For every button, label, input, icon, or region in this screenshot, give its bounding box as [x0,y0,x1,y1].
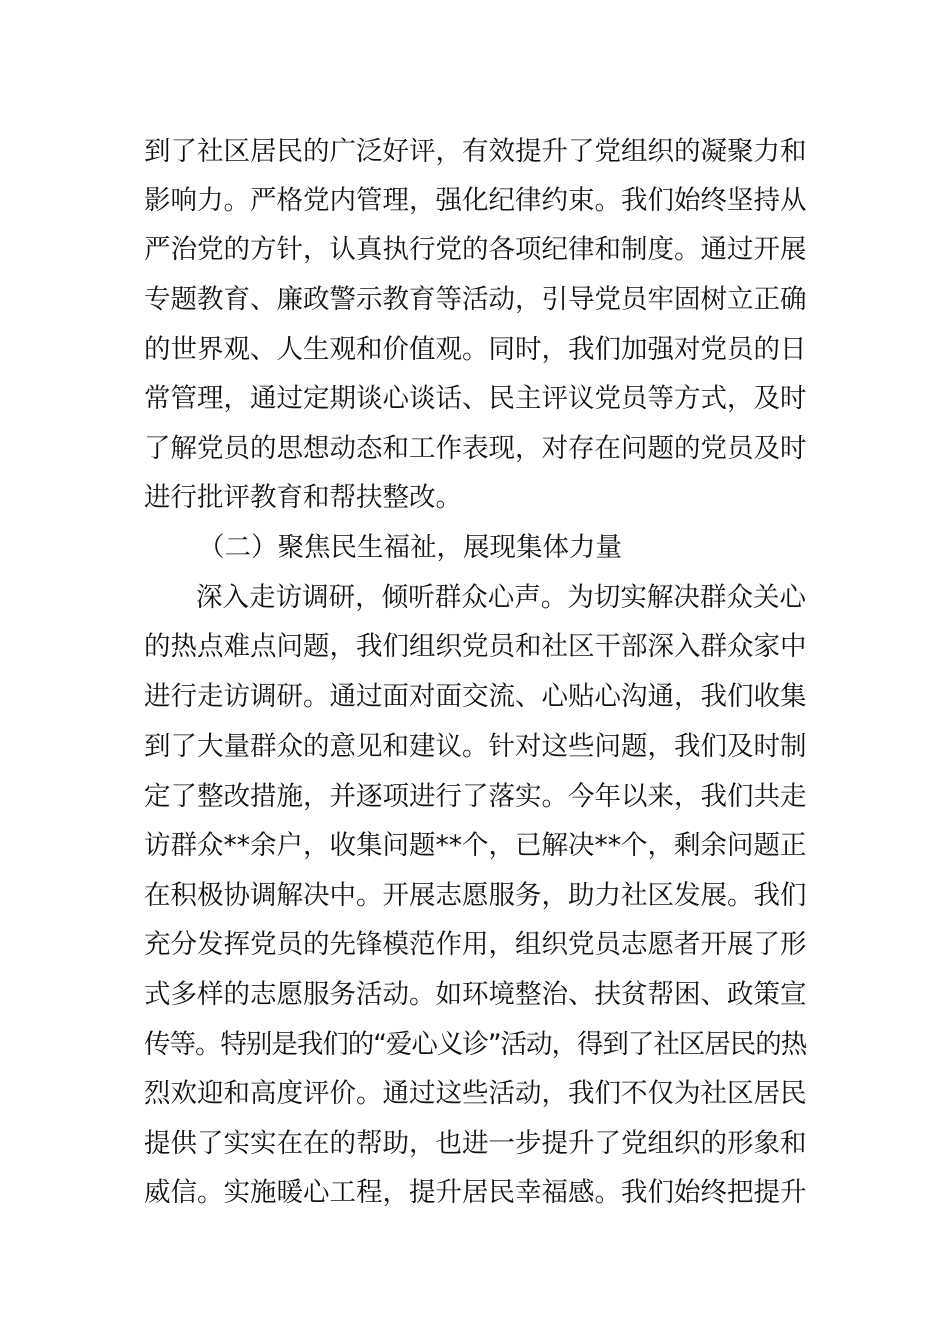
text-line: 进行批评教育和帮扶整改。 [144,482,462,513]
text-line: 烈欢迎和高度评价。通过这些活动，我们不仅为社区居民 [144,1078,807,1109]
text-line: 式多样的志愿服务活动。如环境整治、扶贫帮困、政策宣 [144,979,807,1010]
text-line: 到了社区居民的广泛好评，有效提升了党组织的凝聚力和 [144,136,807,167]
text-line: 了解党员的思想动态和工作表现，对存在问题的党员及时 [144,433,807,464]
text-line: 定了整改措施，并逐项进行了落实。今年以来，我们共走 [144,781,807,812]
text-line: 的世界观、人生观和价值观。同时，我们加强对党员的日 [144,334,807,365]
text-line: 进行走访调研。通过面对面交流、心贴心沟通，我们收集 [144,681,807,712]
text-line: 充分发挥党员的先锋模范作用，组织党员志愿者开展了形 [144,929,807,960]
text-line: 的热点难点问题，我们组织党员和社区干部深入群众家中 [144,631,807,662]
text-line: 访群众**余户，收集问题**个，已解决**个，剩余问题正 [144,830,807,861]
text-line: 严治党的方针，认真执行党的各项纪律和制度。通过开展 [144,234,807,265]
text-line: 影响力。严格党内管理，强化纪律约束。我们始终坚持从 [144,185,807,216]
text-line: 在积极协调解决中。开展志愿服务，助力社区发展。我们 [144,880,807,911]
text-line: 常管理，通过定期谈心谈话、民主评议党员等方式，及时 [144,383,807,414]
text-line: 威信。实施暖心工程，提升居民幸福感。我们始终把提升 [144,1177,807,1208]
text-line: 深入走访调研，倾听群众心声。为切实解决群众关心 [196,582,806,613]
text-line: 传等。特别是我们的“爱心义诊”活动，得到了社区居民的热 [144,1029,806,1060]
text-line: 提供了实实在在的帮助，也进一步提升了党组织的形象和 [144,1128,807,1159]
text-line: 到了大量群众的意见和建议。针对这些问题，我们及时制 [144,731,807,762]
section-heading: （二）聚焦民生福祉，展现集体力量 [198,532,622,563]
text-line: 专题教育、廉政警示教育等活动，引导党员牢固树立正确 [144,284,807,315]
